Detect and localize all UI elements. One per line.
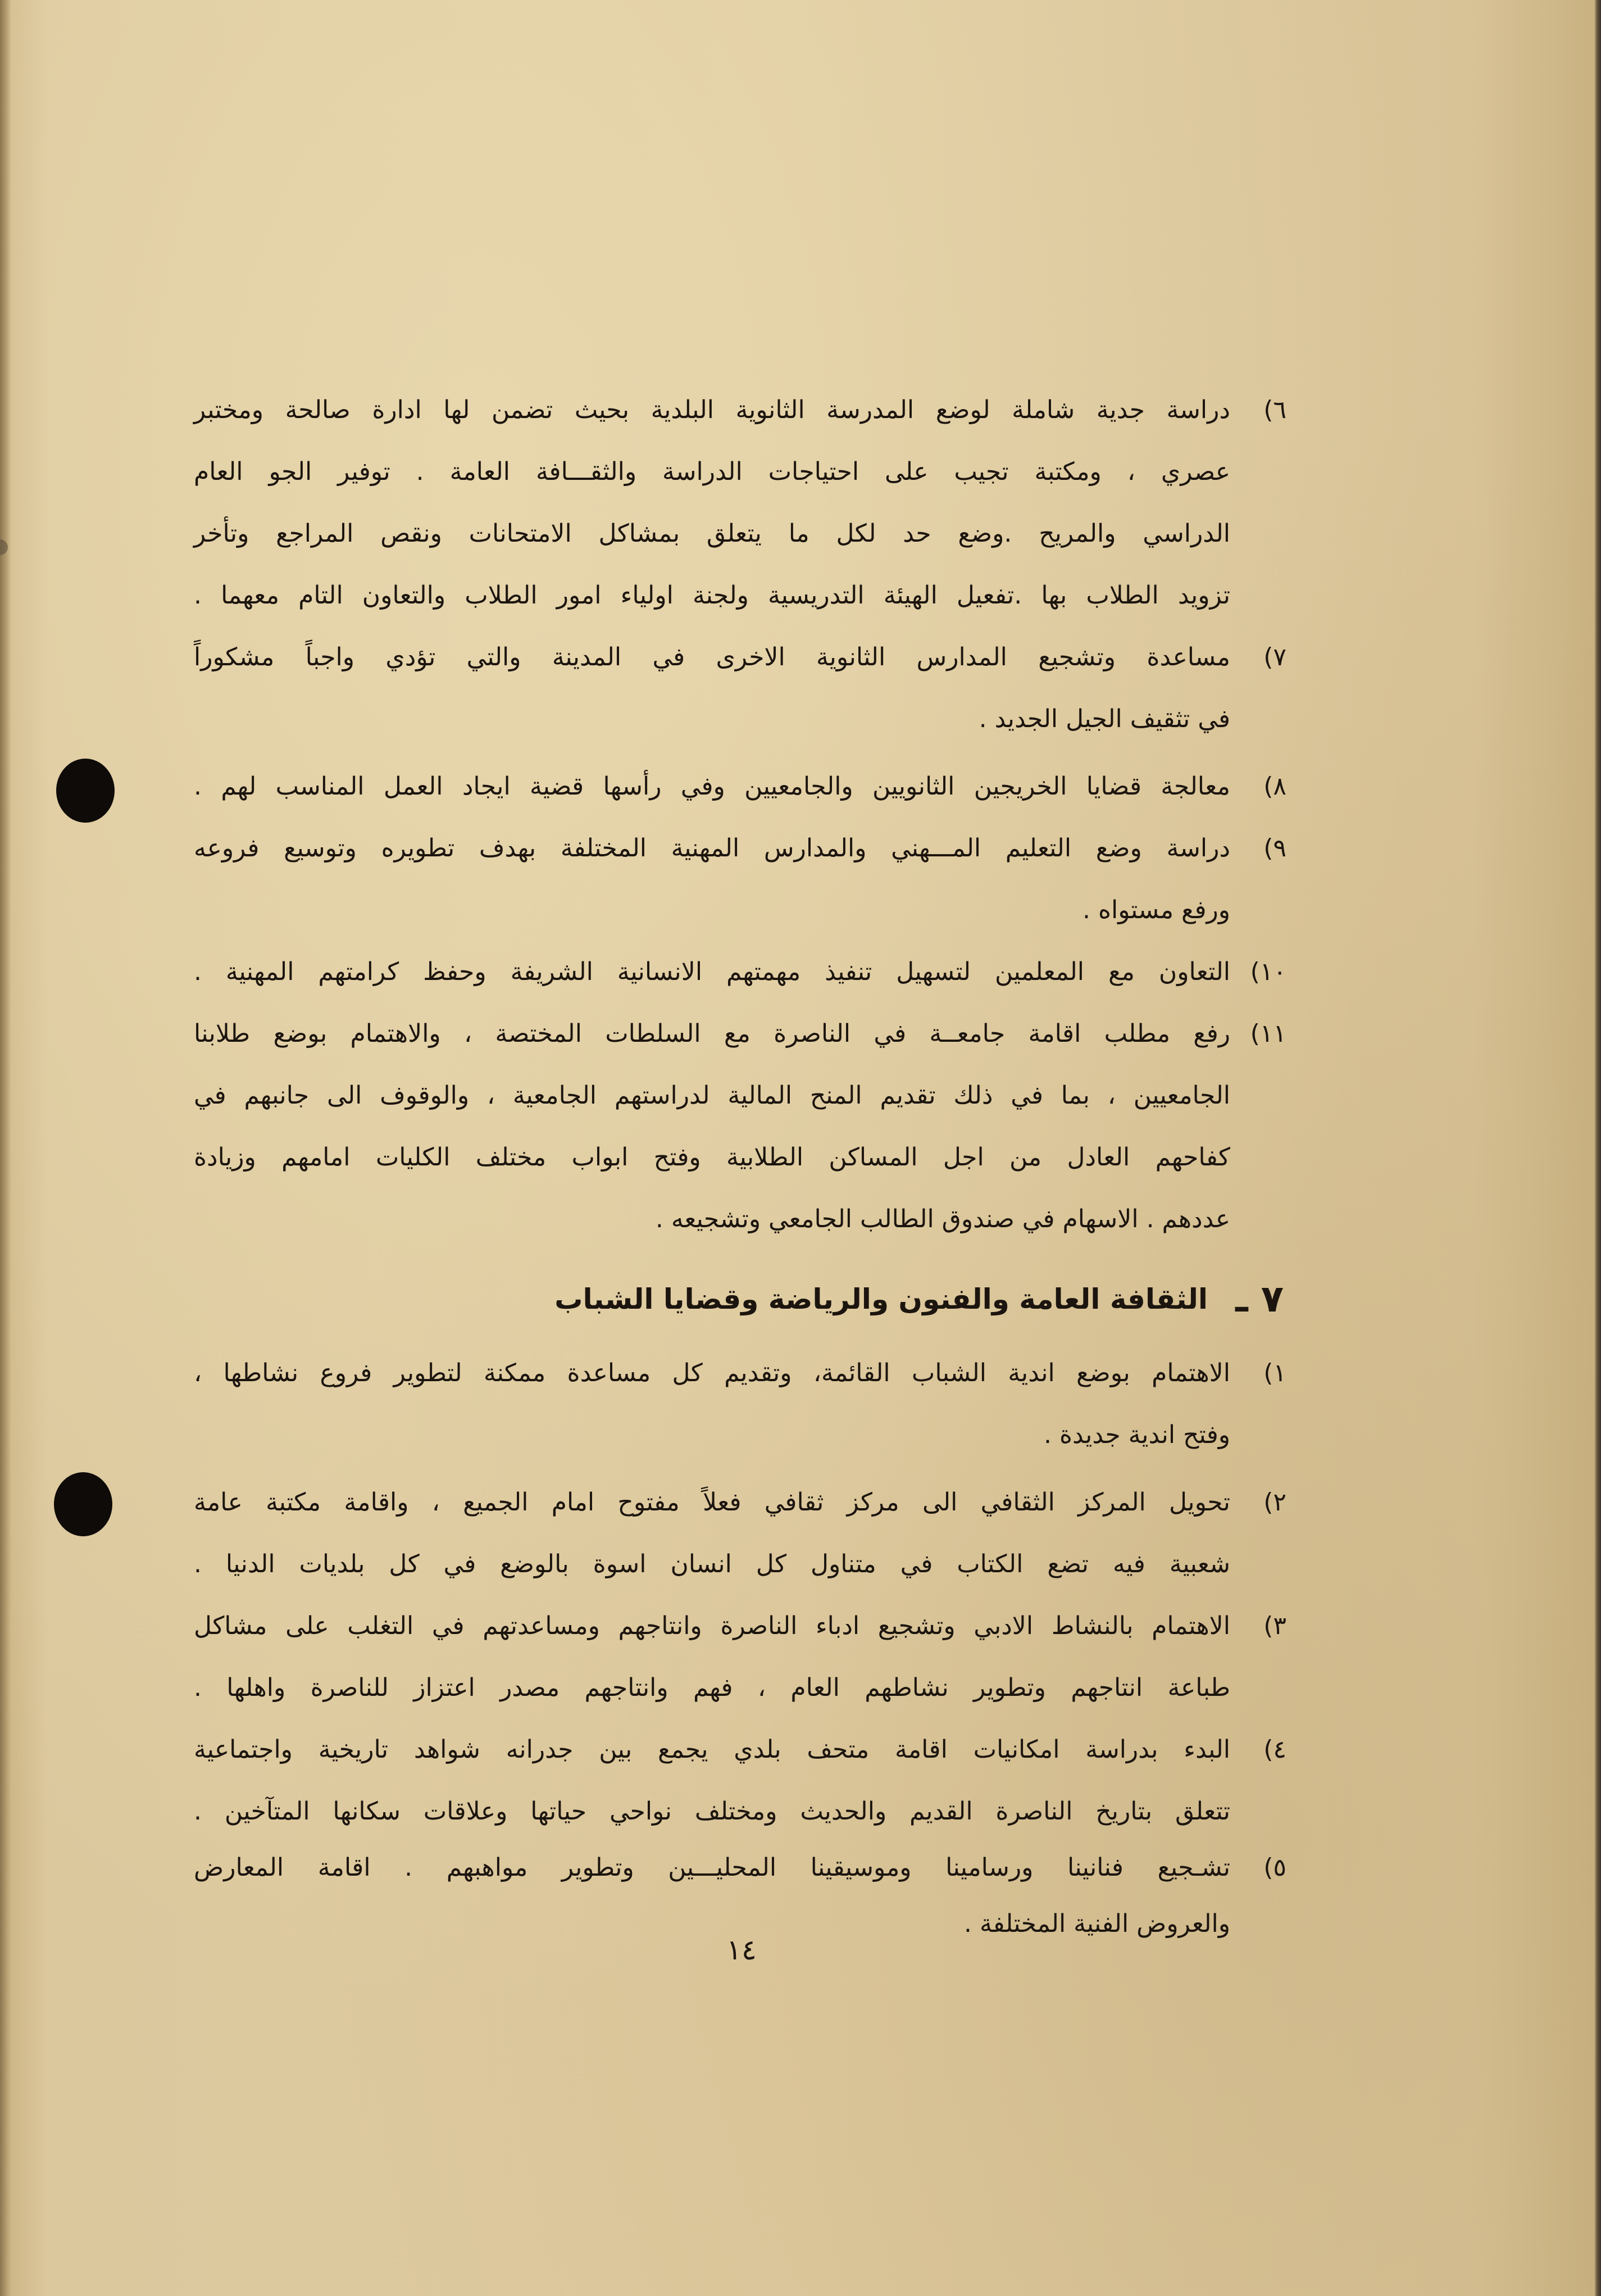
item-line: والعروض الفنية المختلفة . [964, 1909, 1230, 1938]
punch-hole-bottom [54, 1472, 112, 1536]
item-line: عصري ، ومكتبة تجيب على احتياجات الدراسة والثقـــافة العامة . توفير الجو العام [194, 457, 1230, 486]
item-line: طباعة انتاجهم وتطوير نشاطهم العام ، فهم وانتاجهم مصدر اعتزاز للناصرة واهلها . [194, 1673, 1230, 1702]
item-number: ٧) [1263, 643, 1286, 671]
item-line: كفاحهم العادل من اجل المساكن الطلابية وفتح ابواب مختلف الكليات امامهم وزيادة [194, 1143, 1230, 1172]
list-item [194, 824, 1230, 947]
item-number: ٨) [1263, 772, 1286, 801]
item-line: تزويد الطلاب بها .تفعيل الهيئة التدريسية ولجنة اولياء امور الطلاب والتعاون التام معهما . [194, 581, 1230, 610]
page-right-edge [1594, 0, 1601, 2296]
item-line: رفع مطلب اقامة جامعــة في الناصرة مع السلطات المختصة ، والاهتمام بوضع طلابنا [194, 1019, 1230, 1048]
item-line: دراسة جدية شاملة لوضع المدرسة الثانوية البلدية بحيث تضمن لها ادارة صالحة ومختبر [194, 396, 1230, 424]
list-item [194, 947, 1230, 1009]
list-item [194, 385, 1230, 633]
item-line: عددهم . الاسهام في صندوق الطالب الجامعي وتشجيعه . [655, 1205, 1230, 1233]
item-number: ١١) [1250, 1019, 1286, 1048]
item-number: ٣) [1263, 1612, 1286, 1640]
item-number: ١٠) [1250, 958, 1286, 986]
item-line: مساعدة وتشجيع المدارس الثانوية الاخرى في المدينة والتي تؤدي واجباً مشكوراً [194, 643, 1230, 671]
item-line: في تثقيف الجيل الجديد . [979, 705, 1230, 733]
item-line: وفتح اندية جديدة . [1044, 1421, 1230, 1449]
item-line: دراسة وضع التعليم المـــهني والمدارس المهنية المختلفة بهدف تطويره وتوسيع فروعه [194, 834, 1230, 863]
item-number: ٥) [1263, 1853, 1286, 1882]
item-line: تشـجيع فنانينا ورسامينا وموسيقينا المحليـــين وتطوير مواهبهم . اقامة المعارض [194, 1853, 1230, 1882]
item-number: ٢) [1263, 1488, 1286, 1517]
list-item [194, 762, 1230, 824]
item-line: الاهتمام بالنشاط الادبي وتشجيع ادباء الناصرة وانتاجهم ومساعدتهم في التغلب على مشاكل [194, 1612, 1230, 1640]
item-number: ٤) [1263, 1735, 1286, 1764]
list-item [194, 633, 1230, 756]
item-number: ١) [1263, 1359, 1286, 1387]
section-heading: الثقافة العامة والفنون والرياضة وقضايا الشباب [554, 1283, 1208, 1315]
list-item [194, 1725, 1230, 1849]
item-line: شعبية فيه تضع الكتاب في متناول كل انسان اسوة بالوضع في كل بلديات الدنيا . [194, 1550, 1230, 1578]
item-number: ٦) [1263, 396, 1286, 424]
list-item [194, 1478, 1230, 1601]
item-line: الاهتمام بوضع اندية الشباب القائمة، وتقديم كل مساعدة ممكنة لتطوير فروع نشاطها ، [194, 1359, 1230, 1387]
item-line: معالجة قضايا الخريجين الثانويين والجامعيين وفي رأسها قضية ايجاد العمل المناسب لهم . [194, 772, 1230, 801]
list-item [194, 1349, 1230, 1472]
punch-hole-top [56, 759, 115, 823]
page-number: ١٤ [726, 1934, 757, 1966]
list-item [194, 1843, 1230, 1967]
item-line: الجامعيين ، بما في ذلك تقديم المنح المالية لدراستهم الجامعية ، والوقوف الى جانبهم في [194, 1081, 1230, 1110]
section-number: ٧ ـ [1235, 1277, 1284, 1321]
item-line: البدء بدراسة امكانيات اقامة متحف بلدي يجمع بين جدرانه شواهد تاريخية واجتماعية [194, 1735, 1230, 1764]
list-item [194, 1601, 1230, 1725]
item-line: الدراسي والمريح .وضع حد لكل ما يتعلق بمشاكل الامتحانات ونقص المراجع وتأخر [194, 519, 1230, 548]
list-item [194, 1009, 1230, 1256]
item-line: تتعلق بتاريخ الناصرة القديم والحديث ومختلف نواحي حياتها وعلاقات سكانها المتآخين . [194, 1797, 1230, 1826]
item-line: تحويل المركز الثقافي الى مركز ثقافي فعلاً مفتوح امام الجميع ، واقامة مكتبة عامة [194, 1488, 1230, 1517]
item-line: ورفع مستواه . [1082, 896, 1230, 924]
page-left-edge [0, 0, 11, 2296]
item-line: التعاون مع المعلمين لتسهيل تنفيذ مهمتهم الانسانية الشريفة وحفظ كرامتهم المهنية . [194, 958, 1230, 986]
item-number: ٩) [1263, 834, 1286, 863]
